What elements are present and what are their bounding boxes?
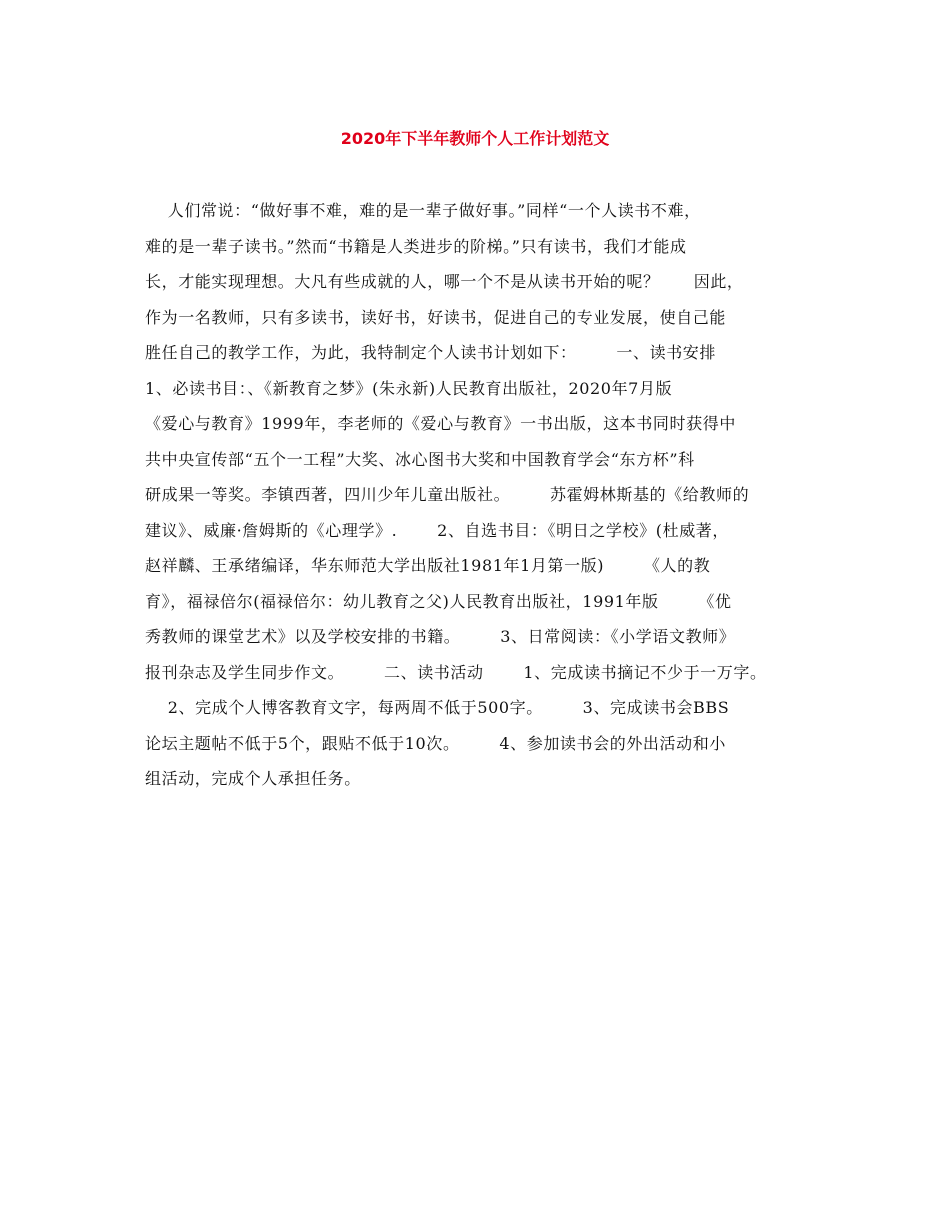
body-line: 论坛主题帖不低于5个，跟贴不低于10次。 4、参加读书会的外出活动和小 [145,733,726,753]
document-body [145,193,845,797]
body-line: 2、完成个人博客教育文字，每两周不低于500字。 3、完成读书会BBS [145,698,730,717]
body-line: 赵祥麟、王承绪编译，华东师范大学出版社1981年1月第一版) 《人的教 [145,556,711,575]
body-line: 长，才能实现理想。大凡有些成就的人，哪一个不是从读书开始的呢？ 因此， [145,272,744,291]
body-line: 组活动，完成个人承担任务。 [145,769,361,788]
body-line: 秀教师的课堂艺术》以及学校安排的书籍。 3、日常阅读：《小学语文教师》 [145,627,736,646]
body-line: 建议》、威廉·詹姆斯的《心理学》. 2、自选书目：《明日之学校》(杜威著， [145,520,729,540]
body-line: 难的是一辈子读书。”然而“书籍是人类进步的阶梯。”只有读书，我们才能成 [145,236,687,256]
document-title: 2020年下半年教师个人工作计划范文 [340,129,610,148]
body-line: 《爱心与教育》1999年，李老师的《爱心与教育》一书出版，这本书同时获得中 [145,414,736,433]
body-line: 育》，福禄倍尔(福禄倍尔：幼儿教育之父)人民教育出版社，1991年版 《优 [145,591,732,611]
body-line: 人们常说：“做好事不难，难的是一辈子做好事。”同样“一个人读书不难， [145,201,701,220]
body-line: 作为一名教师，只有多读书，读好书，好读书，促进自己的专业发展，使自己能 [145,307,727,327]
body-line: 共中央宣传部“五个一工程”大奖、冰心图书大奖和中国教育学会“东方杯”科 [145,449,695,469]
body-line: 报刊杂志及学生同步作文。 二、读书活动 1、完成读书摘记不少于一万字。 [145,662,767,682]
body-line: 胜任自己的教学工作，为此，我特制定个人读书计划如下： 一、读书安排 [145,343,717,362]
body-line: 研成果一等奖。李镇西著，四川少年儿童出版社。 苏霍姆林斯基的《给教师的 [145,485,750,504]
body-line: 1、必读书目：、《新教育之梦》(朱永新)人民教育出版社，2020年7月版 [145,378,673,398]
